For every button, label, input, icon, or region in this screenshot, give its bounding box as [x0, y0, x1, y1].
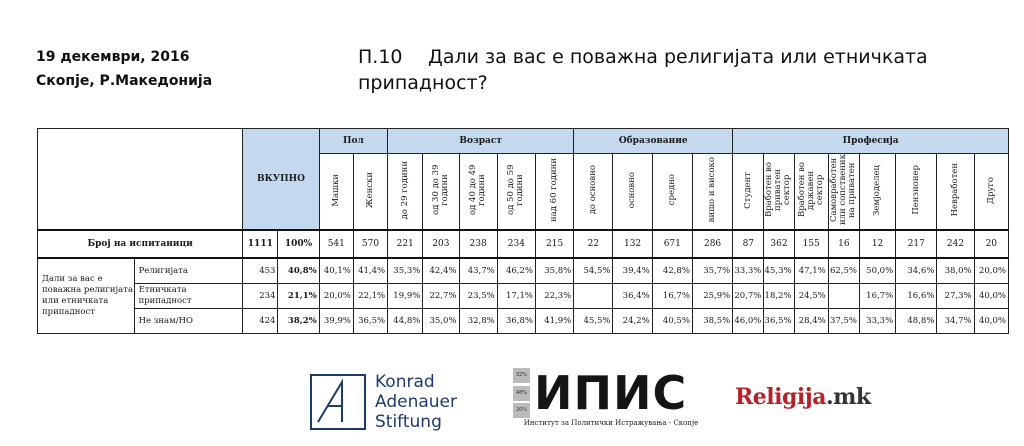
pct-cell: 39,9%: [319, 309, 353, 334]
count-cell: 155: [794, 230, 828, 258]
col-header: Машки: [319, 154, 353, 231]
col-header: Пензионер: [896, 154, 937, 231]
pct-cell: 37,5%: [828, 309, 859, 334]
crosstab-table: [37, 128, 1009, 334]
pct-cell: [828, 284, 859, 309]
count-cell: 12: [859, 230, 895, 258]
pct-cell: 46,0%: [733, 309, 764, 334]
count-cell: 286: [692, 230, 732, 258]
count-cell: 362: [764, 230, 794, 258]
pct-cell: 40,0%: [974, 284, 1008, 309]
religija-tld: .mk: [825, 384, 871, 410]
pct-cell: 40,1%: [319, 258, 353, 284]
count-row-label: Број на испитаници: [38, 230, 243, 258]
pct-cell: 20,0%: [319, 284, 353, 309]
pct-cell: 17,1%: [497, 284, 535, 309]
pct-cell: [574, 284, 613, 309]
pct-cell: 39,4%: [613, 258, 652, 284]
pct-cell: 45,5%: [574, 309, 613, 334]
answer-pct: 21,1%: [278, 284, 319, 309]
pct-cell: 41,4%: [353, 258, 387, 284]
pct-cell: 28,4%: [794, 309, 828, 334]
group-header-age: Возраст: [388, 129, 574, 154]
group-header-education: Образование: [574, 129, 733, 154]
pct-cell: 43,7%: [459, 258, 497, 284]
pct-cell: 33,3%: [859, 309, 895, 334]
pct-cell: 23,5%: [459, 284, 497, 309]
col-header: од 30 до 39 години: [423, 154, 459, 231]
answer-label: Не знам/НО: [134, 309, 243, 334]
ipis-bars-icon: 32% 48% 20%: [513, 368, 530, 418]
pct-cell: 27,3%: [937, 284, 974, 309]
table-row-religion: [38, 258, 1009, 284]
answer-n: 453: [243, 258, 278, 284]
answer-pct: 38,2%: [278, 309, 319, 334]
pct-cell: 19,9%: [388, 284, 423, 309]
pct-cell: 36,4%: [613, 284, 652, 309]
ipis-logo: [513, 368, 709, 427]
table-row-dont-know: [38, 309, 1009, 334]
group-header-profession: Професија: [733, 129, 1009, 154]
pct-cell: 36,8%: [497, 309, 535, 334]
table-row-ethnicity: [38, 284, 1009, 309]
count-cell: 20: [974, 230, 1008, 258]
pct-cell: 35,8%: [535, 258, 573, 284]
col-header: основно: [613, 154, 652, 231]
crosstab-table-wrapper: [37, 128, 1009, 334]
pct-cell: 38,0%: [937, 258, 974, 284]
question-row-label: Дали за вас е поважна религијата или етничката припадност: [38, 258, 135, 334]
kas-word: Stiftung: [375, 412, 442, 432]
pct-cell: 46,2%: [497, 258, 535, 284]
pct-cell: 45,3%: [764, 258, 794, 284]
answer-label: Религијата: [134, 258, 243, 284]
col-header: Женски: [353, 154, 387, 231]
count-cell: 217: [896, 230, 937, 258]
pct-cell: 22,7%: [423, 284, 459, 309]
pct-cell: 36,5%: [353, 309, 387, 334]
answer-pct: 40,8%: [278, 258, 319, 284]
count-cell: 203: [423, 230, 459, 258]
count-cell: 242: [937, 230, 974, 258]
count-cell: 215: [535, 230, 573, 258]
count-cell: 87: [733, 230, 764, 258]
col-header: од 50 до 59 години: [497, 154, 535, 231]
pct-cell: 36,5%: [764, 309, 794, 334]
kas-word: Konrad: [375, 372, 435, 392]
count-cell: 16: [828, 230, 859, 258]
date-text: 19 декември, 2016: [36, 49, 190, 65]
answer-label: Етничката припадност: [134, 284, 243, 309]
col-header: вишо и високо: [692, 154, 732, 231]
col-header: Земјоделец: [859, 154, 895, 231]
pct-cell: 42,4%: [423, 258, 459, 284]
pct-cell: 38,5%: [692, 309, 732, 334]
count-cell: 570: [353, 230, 387, 258]
col-header: до 29 години: [388, 154, 423, 231]
count-total: 1111: [243, 230, 278, 258]
pct-cell: 33,3%: [733, 258, 764, 284]
count-cell: 22: [574, 230, 613, 258]
col-header: над 60 години: [535, 154, 573, 231]
question-title: [358, 44, 978, 96]
religija-logo: [735, 384, 871, 410]
question-text-line1: Дали за вас е поважна религијата или етничката: [428, 46, 928, 68]
col-header: Вработен во државен сектор: [794, 154, 828, 231]
kas-word: Adenauer: [375, 392, 457, 412]
col-header: Невработен: [937, 154, 974, 231]
col-header: од 40 до 49 години: [459, 154, 497, 231]
pct-cell: 18,2%: [764, 284, 794, 309]
pct-cell: 32,8%: [459, 309, 497, 334]
pct-cell: 20,7%: [733, 284, 764, 309]
col-header: средно: [652, 154, 692, 231]
place-text: Скопје, Р.Македонија: [36, 73, 213, 89]
answer-n: 424: [243, 309, 278, 334]
pct-cell: 44,8%: [388, 309, 423, 334]
question-number: П.10: [358, 46, 403, 68]
answer-n: 234: [243, 284, 278, 309]
ipis-wordmark: ИПИС: [534, 366, 688, 420]
pct-cell: 50,0%: [859, 258, 895, 284]
pct-cell: 16,7%: [652, 284, 692, 309]
pct-cell: 54,5%: [574, 258, 613, 284]
pct-cell: 47,1%: [794, 258, 828, 284]
pct-cell: 24,2%: [613, 309, 652, 334]
religija-word: Religija: [735, 384, 826, 410]
pct-cell: 35,7%: [692, 258, 732, 284]
survey-date: [36, 45, 212, 93]
pct-cell: 34,7%: [937, 309, 974, 334]
group-header-gender: Пол: [319, 129, 387, 154]
col-header: Самовработен или сопственик на приватен: [828, 154, 859, 231]
pct-cell: 34,6%: [896, 258, 937, 284]
pct-cell: 22,3%: [535, 284, 573, 309]
pct-cell: 62,5%: [828, 258, 859, 284]
pct-cell: 41,9%: [535, 309, 573, 334]
ipis-subtitle: Институт за Политички Истражувања - Скопје: [523, 419, 699, 427]
pct-cell: 25,9%: [692, 284, 732, 309]
kas-logo: [310, 372, 457, 432]
pct-cell: 16,7%: [859, 284, 895, 309]
pct-cell: 48,8%: [896, 309, 937, 334]
count-cell: 671: [652, 230, 692, 258]
pct-cell: 35,3%: [388, 258, 423, 284]
question-text-line2: припадност?: [358, 72, 488, 94]
kas-emblem-icon: [310, 374, 366, 430]
pct-cell: 35,0%: [423, 309, 459, 334]
pct-cell: 40,5%: [652, 309, 692, 334]
col-header: Студент: [733, 154, 764, 231]
corner-cell: [38, 129, 243, 231]
col-header: Вработен во приватен сектор: [764, 154, 794, 231]
pct-cell: 40,0%: [974, 309, 1008, 334]
pct-cell: 20,0%: [974, 258, 1008, 284]
pct-cell: 24,5%: [794, 284, 828, 309]
col-header: до основно: [574, 154, 613, 231]
respondent-count-row: [38, 230, 1009, 258]
count-cell: 221: [388, 230, 423, 258]
footer-logos: [0, 362, 1024, 446]
pct-cell: 22,1%: [353, 284, 387, 309]
count-cell: 132: [613, 230, 652, 258]
count-cell: 234: [497, 230, 535, 258]
count-cell: 238: [459, 230, 497, 258]
total-header: ВКУПНО: [243, 129, 319, 231]
pct-cell: 42,8%: [652, 258, 692, 284]
count-total-pct: 100%: [278, 230, 319, 258]
col-header: Друго: [974, 154, 1008, 231]
pct-cell: 16,6%: [896, 284, 937, 309]
count-cell: 541: [319, 230, 353, 258]
